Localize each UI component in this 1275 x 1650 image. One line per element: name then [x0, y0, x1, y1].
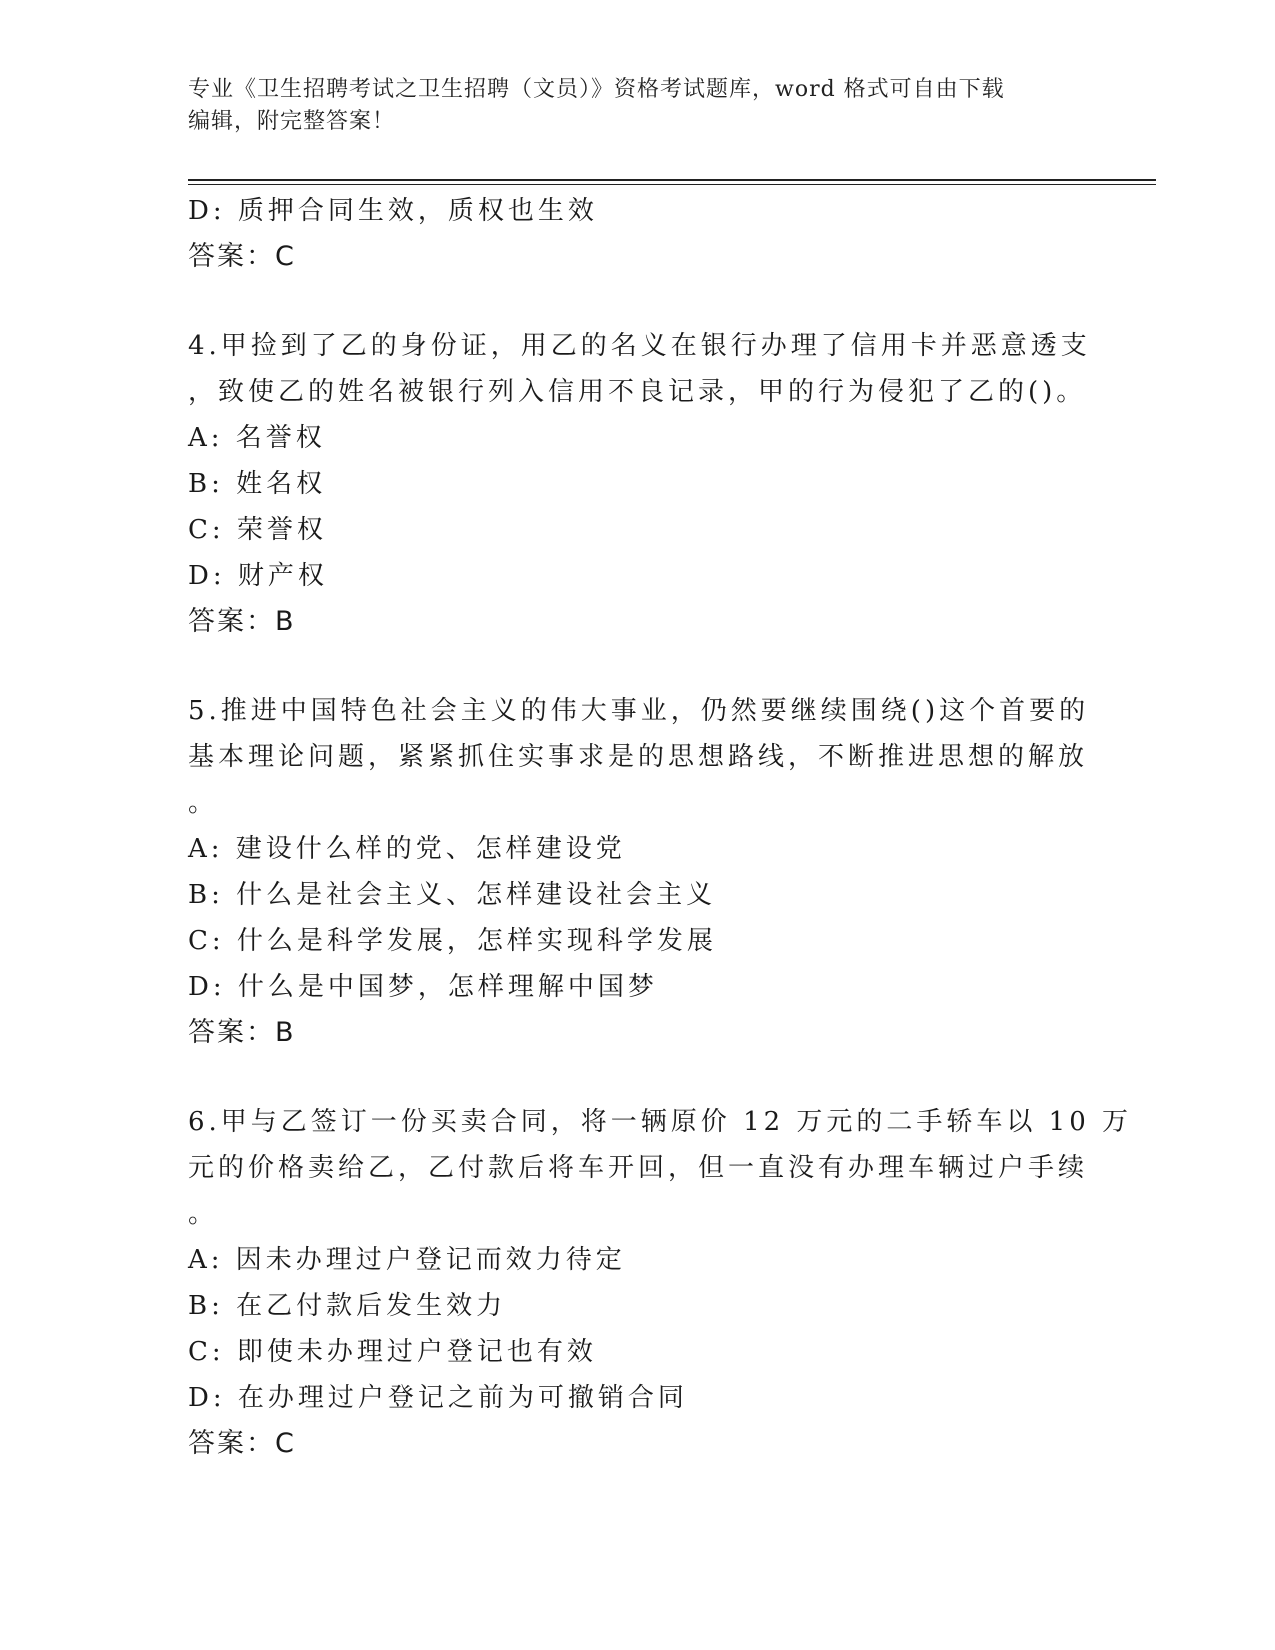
previous-question-tail: [188, 188, 1068, 280]
option-c: C: 荣誉权: [188, 515, 327, 545]
option-d: D: 在办理过户登记之前为可撤销合同: [188, 1383, 688, 1413]
question-stem-line: ，致使乙的姓名被银行列入信用不良记录，甲的行为侵犯了乙的()。: [188, 377, 1087, 407]
question-stem-line: 元的价格卖给乙，乙付款后将车开回，但一直没有办理车辆过户手续: [188, 1153, 1089, 1183]
answer-line: 答案：C: [188, 241, 296, 272]
option-b: B: 什么是社会主义、怎样建设社会主义: [188, 880, 717, 910]
question-6: [188, 1099, 1133, 1467]
question-4: [188, 323, 1091, 645]
answer-line: 答案：B: [188, 606, 296, 637]
question-stem-line: 。: [188, 1199, 219, 1229]
question-stem-line: 6.甲与乙签订一份买卖合同，将一辆原价 12 万元的二手轿车以 10 万: [188, 1107, 1133, 1137]
question-stem-line: 。: [188, 788, 219, 818]
question-stem-line: 5.推进中国特色社会主义的伟大事业，仍然要继续围绕()这个首要的: [188, 696, 1090, 726]
option-c: C: 什么是科学发展，怎样实现科学发展: [188, 926, 717, 956]
question-content: [188, 188, 1133, 1467]
answer-line: 答案：B: [188, 1017, 296, 1048]
question-stem-line: 4.甲捡到了乙的身份证，用乙的名义在银行办理了信用卡并恶意透支: [188, 331, 1091, 361]
option-c: C: 即使未办理过户登记也有效: [188, 1337, 597, 1367]
question-5: [188, 688, 1090, 1056]
header-line-1: 专业《卫生招聘考试之卫生招聘（文员）》资格考试题库，word 格式可自由下载: [188, 77, 1005, 102]
option-a: A: 建设什么样的党、怎样建设党: [188, 834, 626, 864]
header-divider-thick: [188, 179, 1156, 181]
header-divider-thin: [188, 184, 1156, 185]
option-a: A: 因未办理过户登记而效力待定: [188, 1245, 626, 1275]
question-stem-line: 基本理论问题，紧紧抓住实事求是的思想路线，不断推进思想的解放: [188, 742, 1089, 772]
option-b: B: 在乙付款后发生效力: [188, 1291, 507, 1321]
header-line-2: 编辑，附完整答案！: [188, 109, 396, 134]
document-header: [188, 74, 1088, 138]
option-a: A: 名誉权: [188, 423, 326, 453]
option-d: D: 什么是中国梦，怎样理解中国梦: [188, 972, 658, 1002]
option-d: D: 财产权: [188, 561, 328, 591]
option-b: B: 姓名权: [188, 469, 327, 499]
option-d: D: 质押合同生效，质权也生效: [188, 196, 598, 226]
answer-line: 答案：C: [188, 1428, 296, 1459]
